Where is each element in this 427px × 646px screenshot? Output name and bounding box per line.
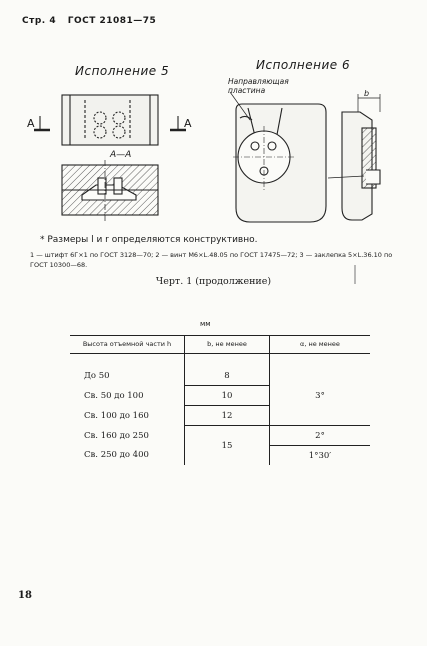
page-number: 18 [18,590,32,601]
cell-height: Св. 250 до 400 [84,450,149,461]
table-row [70,354,370,386]
header-height: Высота отъемной части h [70,336,185,354]
cell-height: Св. 160 до 250 [84,430,149,441]
header-b: b, не менее [185,336,270,354]
variant-6-side-view [328,94,380,220]
table-header-row [70,336,370,354]
standard-number: ГОСТ 21081—75 [67,16,157,26]
dimensions-note: * Размеры l и r определяются конструктивно. [40,235,258,245]
cell-alpha: 2° [270,426,371,446]
cell-b: 15 [185,426,270,466]
cell-alpha: 1°30′ [270,446,371,466]
units-label: мм [200,320,211,328]
cell-b: 12 [185,406,270,426]
header-alpha: α, не менее [270,336,371,354]
cut-letter-right: А [184,117,192,130]
page-label: Стр. 4 [22,16,57,26]
cell-alpha: 3° [315,390,325,401]
figure-caption: Черт. 1 (продолжение) [155,276,272,287]
variant-6-label: Исполнение 6 [256,58,351,72]
cell-b: 8 [185,354,270,386]
cell-b: 10 [185,386,270,406]
cut-letter-left: А [27,117,35,130]
dimensions-table [70,335,370,465]
cell-height: Св. 50 до 100 [84,390,144,401]
cell-height: Св. 100 до 160 [84,410,149,421]
table-row [70,426,370,446]
guide-plate-label: Направляющая пластина [228,77,289,95]
cell-height: До 50 [84,370,110,381]
parts-list-note: 1 — штифт 6Г×1 по ГОСТ 3128—70; 2 — винт М6×L.48.05 по ГОСТ 17475—72; 3 — заклепка 5×L.36.10 по ГОСТ 10300—68. [30,251,393,269]
variant-6-front-view [230,92,326,222]
variant-5-plan-view [34,95,186,145]
section-label: А—А [110,150,132,160]
section-a-a-view [62,160,158,222]
variant-5-label: Исполнение 5 [75,64,170,78]
dim-b-label: b [364,89,370,98]
